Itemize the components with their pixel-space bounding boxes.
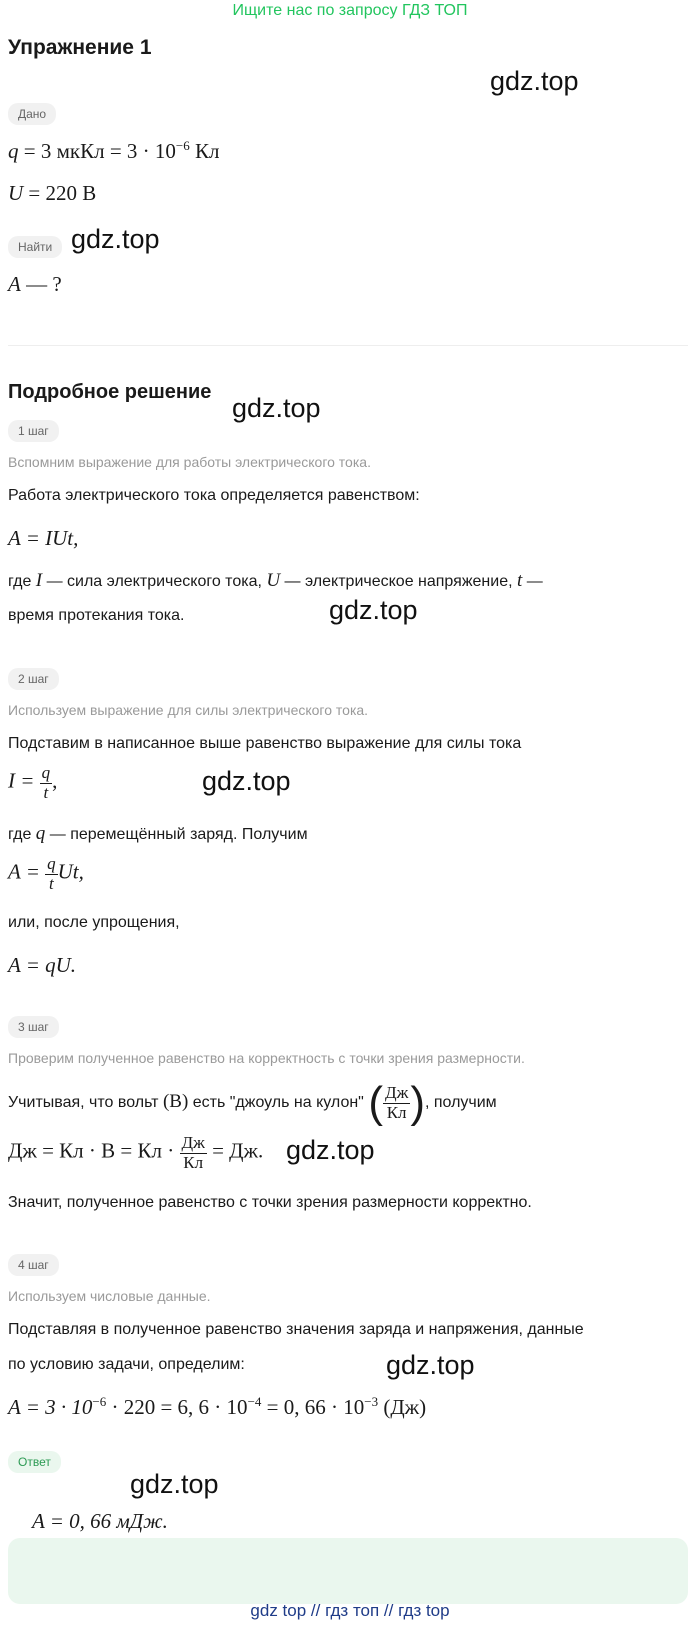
step-2-label: 2 шаг — [8, 668, 59, 690]
watermark: gdz.top — [286, 1135, 375, 1165]
numeric-calculation: $A = 3 \cdot 10^{-6} \cdot 220 = 6$, $6 \cdot 10^{-4} = 0$, $66 \cdot 10^{-3}$ (Дж) — [8, 1394, 427, 1419]
unit-check-formula: Дж = Кл · В = Кл · $\frac{Дж}{Кл}$ = Дж. — [8, 1133, 264, 1172]
answer-formula: A = 0, 66 мДж. — [32, 1509, 168, 1533]
footer-links[interactable]: gdz top // гдз топ // гдз top — [250, 1601, 450, 1620]
step-4-hint: Используем числовые данные. — [8, 1288, 211, 1304]
watermark: gdz.top — [386, 1350, 475, 1380]
given-label: Дано — [8, 103, 56, 125]
work-formula: A = IUt, — [8, 526, 79, 550]
find-quantity: A — ? — [8, 272, 62, 296]
step-2-hint: Используем выражение для силы электрического тока. — [8, 702, 369, 718]
step-3-conclusion: Значит, полученное равенство с точки зрения размерности корректно. — [8, 1194, 532, 1211]
step-3-label: 3 шаг — [8, 1016, 59, 1038]
current-formula: I = $\frac{q}{t}$ , — [8, 763, 58, 802]
step-4-text: Подставляя в полученное равенство значения заряда и напряжения, данные — [8, 1321, 584, 1338]
page-title: Упражнение 1 — [8, 36, 152, 59]
step-2-text-2: или, после упрощения, — [8, 914, 180, 931]
step-2-definitions: где q — перемещённый заряд. Получим — [8, 823, 308, 844]
step-1-definitions: где I — сила электрического тока, U — электрическое напряжение, t — — [8, 570, 543, 591]
solution-heading: Подробное решение — [8, 381, 212, 403]
step-4-text-2: по условию задачи, определим: — [8, 1356, 245, 1373]
step-3-hint: Проверим полученное равенство на корректность с точки зрения размерности. — [8, 1050, 525, 1066]
watermark: gdz.top — [130, 1469, 219, 1499]
step-4-label: 4 шаг — [8, 1254, 59, 1276]
watermark: gdz.top — [329, 595, 418, 625]
work-substituted-formula: A = $\frac{q}{t}$ Ut, — [8, 854, 84, 893]
given-charge: q = 3 мкКл = $3 \cdot 10^{-6}$ Кл — [8, 138, 220, 163]
find-label: Найти — [8, 236, 62, 258]
step-1-hint: Вспомним выражение для работы электрического тока. — [8, 454, 371, 470]
step-1-text: Работа электрического тока определяется равенством: — [8, 487, 420, 504]
search-hint-banner[interactable]: Ищите нас по запросу ГДЗ ТОП — [232, 2, 468, 19]
watermark: gdz.top — [202, 766, 291, 796]
divider — [8, 345, 688, 346]
work-simplified-formula: A = qU. — [8, 953, 77, 977]
step-3-text: Учитывая, что вольт (В) есть "джоуль на кулон" ( $\frac{Дж}{Кл}$ ), получим — [8, 1077, 497, 1127]
step-1-label: 1 шаг — [8, 420, 59, 442]
watermark: gdz.top — [71, 224, 160, 254]
answer-label: Ответ — [8, 1451, 61, 1473]
step-2-text: Подставим в написанное выше равенство выражение для силы тока — [8, 735, 522, 752]
answer-box — [8, 1538, 688, 1604]
step-1-definitions-cont: время протекания тока. — [8, 607, 185, 624]
watermark: gdz.top — [490, 66, 579, 96]
watermark: gdz.top — [232, 393, 321, 423]
given-voltage: U = 220 В — [8, 181, 97, 205]
